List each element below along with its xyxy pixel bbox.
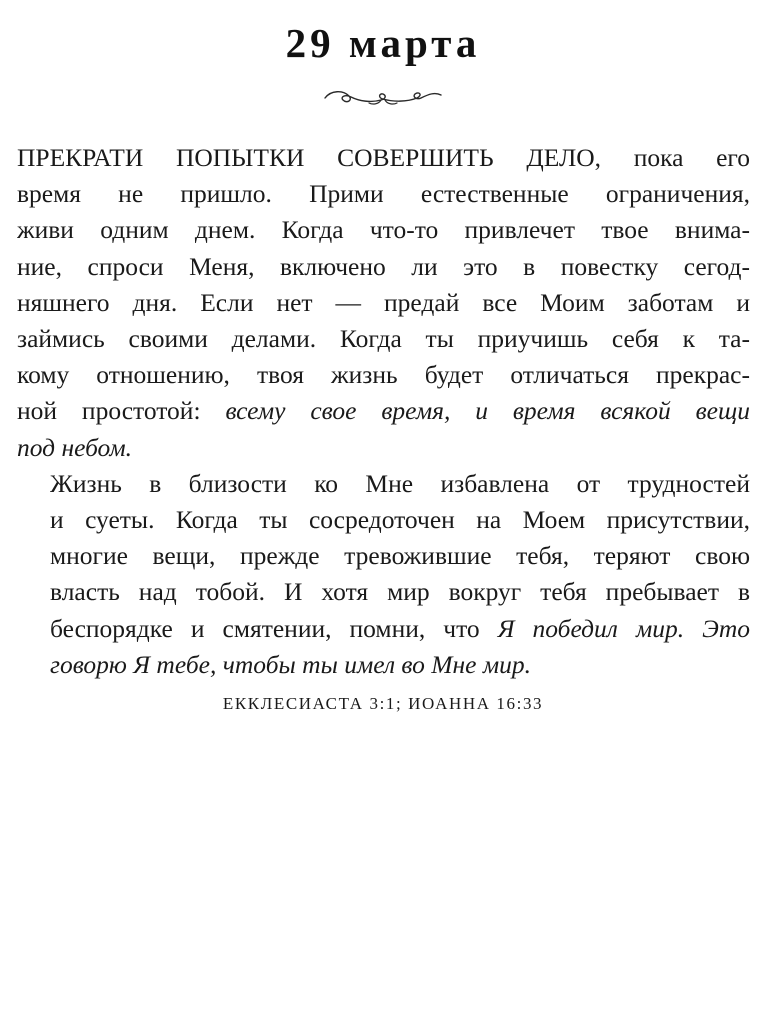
text-line: и суеты. Когда ты сосредоточен на Моем присутствии,	[50, 505, 750, 535]
scripture-quote: говорю Я тебе, чтобы ты имел во Мне мир.	[50, 649, 532, 679]
text-line: Жизнь в близости ко Мне избавлена от трудностей	[50, 468, 750, 498]
text-line	[17, 393, 750, 429]
paragraph-1	[17, 140, 750, 466]
scripture-reference: ЕККЛЕСИАСТА 3:1; ИОАННА 16:33	[222, 694, 544, 713]
text-line	[17, 611, 750, 647]
flourish-divider-icon	[321, 86, 445, 108]
text-line: кому отношению, твоя жизнь будет отличаться прекрас-	[17, 360, 750, 390]
devotional-text	[17, 140, 750, 683]
text-regular: беспорядке и смятении, помни, что	[50, 613, 498, 643]
text-line: займись своими делами. Когда ты приучишь себя к та-	[17, 324, 750, 354]
scripture-quote: Я победил мир. Это	[497, 613, 750, 643]
scripture-quote: под небом.	[17, 432, 132, 462]
page-title: 29 марта	[285, 20, 481, 66]
text-line: время не пришло. Прими естественные ограничения,	[17, 179, 750, 209]
text-line: живи одним днем. Когда что-то привлечет твое внима-	[17, 215, 750, 245]
text-line: многие вещи, прежде тревожившие тебя, теряют свою	[50, 541, 750, 571]
scripture-quote: всему свое время, и время всякой вещи	[225, 396, 750, 426]
text-line: ПРЕКРАТИ ПОПЫТКИ СОВЕРШИТЬ ДЕЛО, пока его	[17, 143, 750, 172]
text-line: власть над тобой. И хотя мир вокруг тебя пребывает в	[50, 577, 750, 607]
text-line: няшнего дня. Если нет — предай все Моим заботам и	[17, 287, 750, 317]
text-regular: ной простотой:	[17, 396, 226, 426]
text-line: ние, спроси Меня, включено ли это в повестку сегод-	[17, 251, 750, 281]
paragraph-2	[17, 466, 750, 683]
